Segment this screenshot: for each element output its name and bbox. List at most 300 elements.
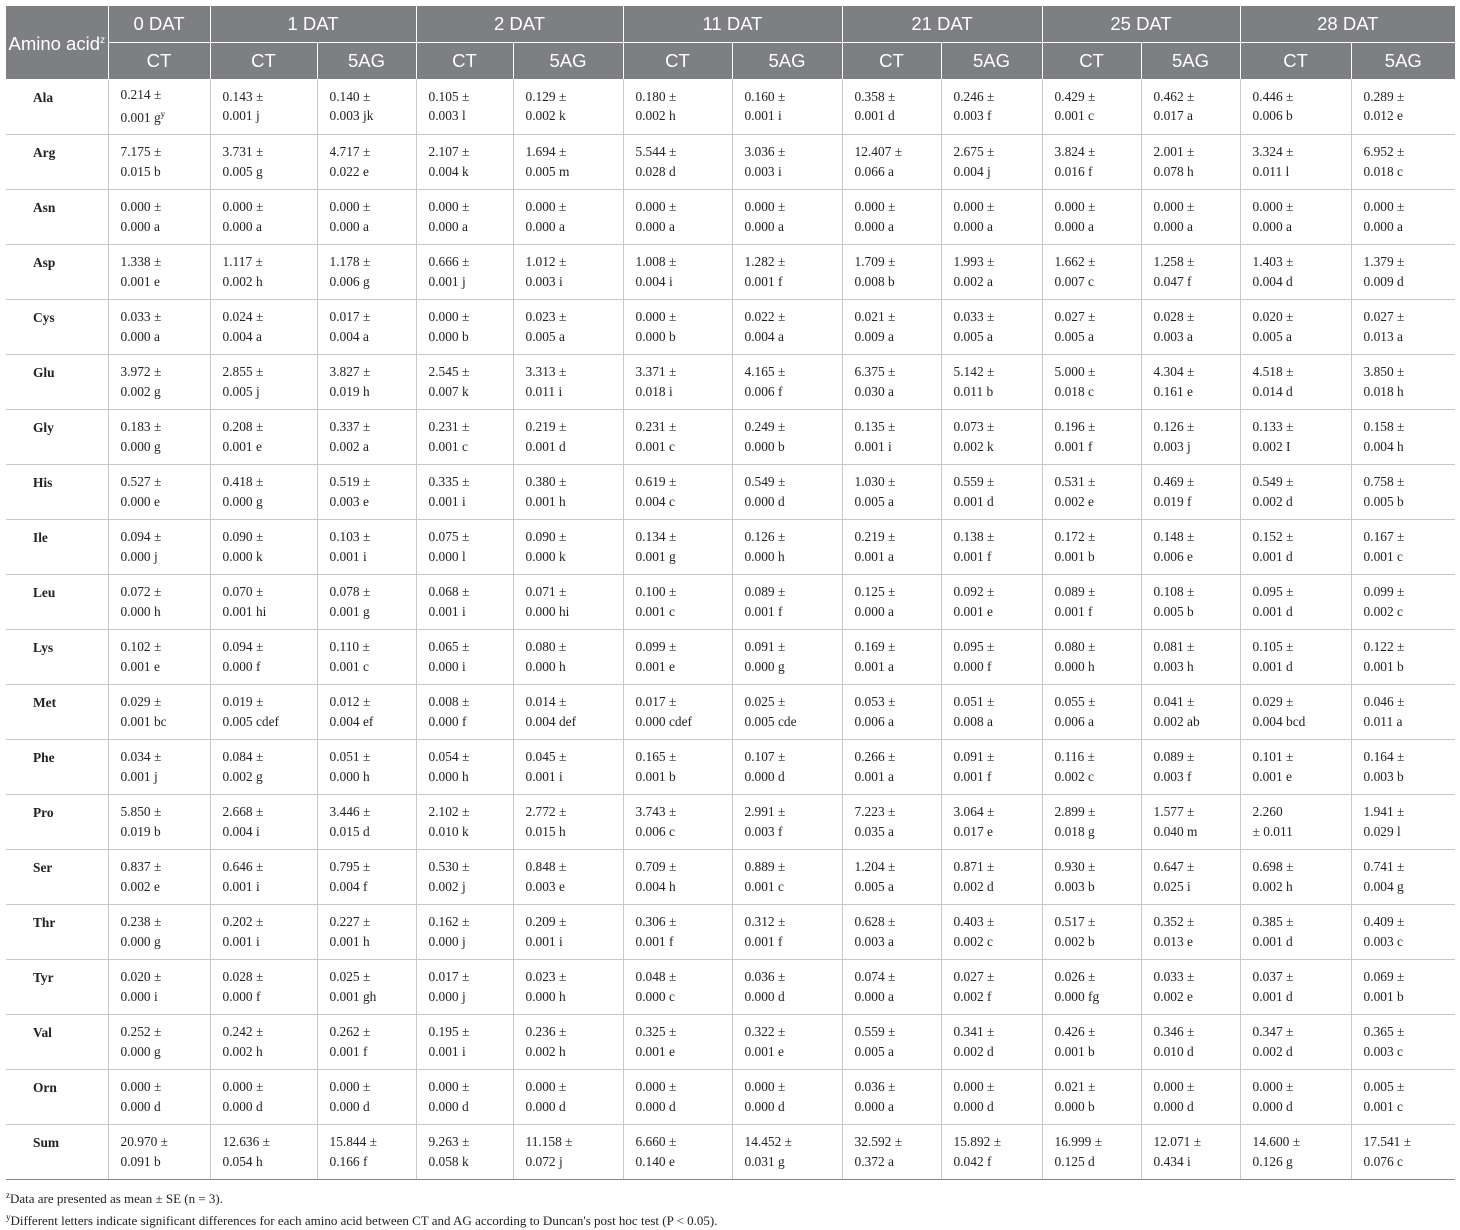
mean-value: 0.889 ± (744, 859, 786, 874)
table-row (6, 409, 1455, 464)
se-text: 0.000 a (854, 988, 894, 1004)
table-cell (842, 1014, 941, 1069)
se-and-group (223, 767, 317, 787)
table-cell (513, 904, 623, 959)
table-cell (623, 849, 732, 904)
se-text: 0.001 d (1252, 603, 1293, 619)
mean-value: 0.208 ± (222, 419, 264, 434)
se-and-group (1154, 657, 1240, 677)
table-cell (732, 1014, 842, 1069)
se-text: 0.004 a (329, 328, 369, 344)
se-text: 0.015 h (525, 823, 566, 839)
se-text: 0.007 k (428, 383, 469, 399)
se-text: 0.003 f (1153, 768, 1192, 784)
mean-value: 3.827 ± (329, 364, 371, 379)
se-and-group (330, 217, 416, 237)
se-and-group (121, 877, 210, 897)
table-cell (842, 409, 941, 464)
table-cell (210, 629, 317, 684)
se-text: 0.002 ab (1153, 713, 1200, 729)
table-cell (842, 574, 941, 629)
se-text: 0.166 f (329, 1153, 368, 1169)
table-cell (108, 519, 210, 574)
table-cell (941, 849, 1042, 904)
table-cell (1042, 519, 1141, 574)
table-cell (1240, 134, 1351, 189)
mean-value: 0.023 ± (525, 969, 567, 984)
table-cell (1351, 134, 1455, 189)
se-text: 0.004 h (1363, 438, 1404, 454)
se-text: 0.005 a (854, 1043, 894, 1059)
se-text: 0.000 d (953, 1098, 994, 1114)
se-text: 0.000 cdef (635, 713, 693, 729)
mean-value: 0.795 ± (329, 859, 371, 874)
table-cell (1141, 739, 1240, 794)
mean-value: 0.462 ± (1153, 88, 1195, 104)
mean-value: 0.000 ± (222, 199, 264, 214)
se-text: 0.001 b (1054, 548, 1095, 564)
se-and-group (954, 602, 1042, 622)
se-and-group (954, 1042, 1042, 1062)
mean-value: 0.246 ± (953, 88, 995, 104)
se-and-group (1253, 1097, 1351, 1117)
se-and-group (223, 822, 317, 842)
se-and-group (330, 1097, 416, 1117)
mean-value: 0.000 ± (428, 1079, 470, 1094)
se-and-group (745, 382, 842, 402)
mean-value: 0.026 ± (1054, 969, 1096, 984)
se-and-group (636, 1152, 732, 1172)
mean-value: 0.080 ± (1054, 639, 1096, 654)
mean-value: 0.051 ± (953, 694, 995, 709)
se-text: 0.029 l (1363, 823, 1401, 839)
se-and-group (1154, 327, 1240, 347)
se-text: 0.003 f (744, 823, 783, 839)
mean-value: 20.970 ± (120, 1134, 169, 1149)
mean-value: 0.036 ± (744, 969, 786, 984)
se-and-group (526, 382, 623, 402)
se-text: 0.008 a (953, 713, 993, 729)
se-text: 0.001 c (329, 658, 369, 674)
mean-value: 0.099 ± (1363, 584, 1405, 599)
se-text: 0.004 def (525, 713, 577, 729)
table-cell (210, 79, 317, 134)
se-text: 0.000 a (854, 603, 894, 619)
se-text: 0.000 d (635, 1098, 676, 1114)
se-and-group (526, 327, 623, 347)
se-text: 0.001 f (953, 768, 992, 784)
mean-value: 0.196 ± (1054, 419, 1096, 434)
se-text: 0.000 a (222, 218, 262, 234)
se-text: 0.002 e (120, 878, 160, 894)
se-and-group (636, 932, 732, 952)
mean-value: 0.028 ± (1153, 309, 1195, 324)
amino-acid-name: Phe (6, 739, 108, 794)
table-cell (513, 354, 623, 409)
se-text: 0.003 c (1363, 1043, 1403, 1059)
table-cell (1240, 849, 1351, 904)
table-cell (941, 299, 1042, 354)
table-cell (1240, 629, 1351, 684)
se-and-group (429, 657, 513, 677)
se-and-group (429, 877, 513, 897)
se-text: 0.028 d (635, 163, 676, 179)
table-cell (416, 189, 513, 244)
table-cell (623, 794, 732, 849)
table-cell (842, 849, 941, 904)
mean-value: 0.647 ± (1153, 859, 1195, 874)
se-and-group (636, 767, 732, 787)
mean-value: 0.000 ± (1153, 1079, 1195, 1094)
se-text: 0.001 d (854, 108, 895, 124)
table-cell (623, 1069, 732, 1124)
se-and-group (1154, 437, 1240, 457)
mean-value: 14.452 ± (744, 1134, 793, 1149)
se-text: 0.004 h (635, 878, 676, 894)
se-text: 0.000 d (428, 1098, 469, 1114)
mean-value: 0.094 ± (222, 639, 264, 654)
mean-value: 0.014 ± (525, 694, 567, 709)
table-row (6, 1069, 1455, 1124)
se-text: 0.005 a (1252, 328, 1292, 344)
se-and-group (1154, 1042, 1240, 1062)
mean-value: 3.446 ± (329, 804, 371, 819)
se-and-group (636, 382, 732, 402)
table-cell (842, 464, 941, 519)
se-text: 0.076 c (1363, 1153, 1403, 1169)
se-text: 0.000 j (428, 933, 466, 949)
table-cell (941, 629, 1042, 684)
table-cell (842, 519, 941, 574)
mean-value: 0.000 ± (744, 1079, 786, 1094)
se-and-group (330, 767, 416, 787)
se-and-group (1364, 877, 1456, 897)
mean-value: 0.089 ± (1054, 584, 1096, 599)
mean-value: 0.531 ± (1054, 474, 1096, 489)
table-cell (623, 299, 732, 354)
mean-value: 11.158 ± (525, 1134, 573, 1149)
mean-value: 3.743 ± (635, 804, 677, 819)
mean-value: 5.000 ± (1054, 364, 1096, 379)
mean-value: 0.033 ± (120, 309, 162, 324)
table-cell (842, 739, 941, 794)
se-and-group (1154, 767, 1240, 787)
se-and-group (121, 822, 210, 842)
se-and-group (1253, 162, 1351, 182)
se-and-group (745, 932, 842, 952)
se-and-group (330, 657, 416, 677)
table-cell (416, 1069, 513, 1124)
mean-value: 0.666 ± (428, 254, 470, 269)
table-cell (1240, 794, 1351, 849)
mean-value: 1.403 ± (1252, 254, 1294, 269)
mean-value: 1.117 ± (222, 254, 263, 269)
se-text: 0.006 b (1252, 108, 1293, 124)
mean-value: 0.094 ± (120, 529, 162, 544)
mean-value: 0.092 ± (953, 584, 995, 599)
se-text: 0.005 m (525, 163, 570, 179)
table-cell (210, 959, 317, 1014)
se-and-group (121, 217, 210, 237)
table-cell (1141, 79, 1240, 134)
se-and-group (223, 1152, 317, 1172)
table-cell (416, 629, 513, 684)
se-text: 0.001 c (635, 438, 675, 454)
se-and-group (526, 437, 623, 457)
se-text: 0.001 i (854, 438, 892, 454)
se-text: 0.001 i (329, 548, 367, 564)
se-and-group (636, 217, 732, 237)
mean-value: 5.142 ± (953, 364, 995, 379)
se-and-group (1364, 767, 1456, 787)
mean-value: 0.160 ± (744, 88, 786, 104)
mean-value: 15.844 ± (329, 1134, 378, 1149)
se-text: 0.001 hi (222, 603, 267, 619)
se-and-group (429, 1097, 513, 1117)
se-text: 0.000 h (1054, 658, 1095, 674)
table-cell (1141, 849, 1240, 904)
se-text: 0.000 d (120, 1098, 161, 1114)
table-cell (210, 849, 317, 904)
mean-value: 0.000 ± (1252, 1079, 1294, 1094)
se-text: 0.000 a (635, 218, 675, 234)
table-cell (941, 1014, 1042, 1069)
table-cell (623, 739, 732, 794)
se-text: 0.004 i (222, 823, 260, 839)
mean-value: 1.008 ± (635, 254, 677, 269)
se-text: 0.005 b (1153, 603, 1194, 619)
table-cell (108, 794, 210, 849)
mean-value: 0.045 ± (525, 749, 567, 764)
table-cell (1240, 189, 1351, 244)
se-text: 0.000 a (1363, 218, 1403, 234)
table-cell (317, 739, 416, 794)
mean-value: 0.027 ± (953, 969, 995, 984)
se-text: 0.004 f (329, 878, 368, 894)
table-cell (1141, 1014, 1240, 1069)
mean-value: 0.080 ± (525, 639, 567, 654)
table-cell (941, 464, 1042, 519)
mean-value: 0.231 ± (428, 419, 470, 434)
table-cell (1351, 299, 1455, 354)
se-and-group (954, 877, 1042, 897)
table-cell (108, 409, 210, 464)
treatment-header: CT (1042, 43, 1141, 80)
se-and-group (745, 492, 842, 512)
mean-value: 0.262 ± (329, 1024, 371, 1039)
se-and-group (1364, 987, 1456, 1007)
mean-value: 0.072 ± (120, 584, 162, 599)
mean-value: 3.371 ± (635, 364, 677, 379)
table-cell (623, 189, 732, 244)
mean-value: 0.025 ± (329, 969, 371, 984)
mean-value: 0.005 ± (1363, 1079, 1405, 1094)
se-text: 0.002 d (953, 878, 994, 894)
se-text: 0.001 c (1363, 548, 1403, 564)
se-and-group (745, 657, 842, 677)
mean-value: 0.214 ± (120, 87, 162, 103)
mean-value: 0.000 ± (635, 1079, 677, 1094)
table-cell (842, 1069, 941, 1124)
mean-value: 2.899 ± (1054, 804, 1096, 819)
se-text: 0.001 e (635, 1043, 675, 1059)
table-cell (1351, 684, 1455, 739)
se-and-group (429, 327, 513, 347)
table-cell (1351, 1069, 1455, 1124)
se-and-group (223, 877, 317, 897)
amino-acid-name: Asn (6, 189, 108, 244)
se-text: 0.001 f (744, 273, 783, 289)
mean-value: 0.164 ± (1363, 749, 1405, 764)
se-text: 0.007 c (1054, 273, 1094, 289)
treatment-header: 5AG (941, 43, 1042, 80)
se-and-group (121, 105, 210, 128)
table-cell (623, 904, 732, 959)
se-and-group (954, 492, 1042, 512)
mean-value: 0.000 ± (120, 1079, 162, 1094)
treatment-header: 5AG (1351, 43, 1455, 80)
table-cell (732, 189, 842, 244)
table-cell (1042, 629, 1141, 684)
se-and-group (855, 1152, 941, 1172)
footnote (6, 1208, 1455, 1230)
table-cell (1351, 464, 1455, 519)
mean-value: 0.051 ± (329, 749, 371, 764)
se-and-group (429, 822, 513, 842)
se-text: 0.000 h (744, 548, 785, 564)
mean-value: 0.148 ± (1153, 529, 1195, 544)
mean-value: 0.165 ± (635, 749, 677, 764)
mean-value: 0.469 ± (1153, 474, 1195, 489)
table-cell (513, 959, 623, 1014)
se-text: 0.009 d (1363, 273, 1404, 289)
table-cell (1042, 794, 1141, 849)
se-and-group (330, 1152, 416, 1172)
se-and-group (1253, 987, 1351, 1007)
se-and-group (636, 492, 732, 512)
table-cell (416, 409, 513, 464)
se-text: 0.000 d (525, 1098, 566, 1114)
se-text: 0.000 b (744, 438, 785, 454)
table-cell (108, 464, 210, 519)
se-and-group (223, 217, 317, 237)
table-cell (941, 959, 1042, 1014)
se-and-group (1364, 547, 1456, 567)
table-row (6, 959, 1455, 1014)
se-text: 0.001 c (1054, 108, 1094, 124)
se-and-group (330, 602, 416, 622)
mean-value: 0.017 ± (635, 694, 677, 709)
table-row (6, 299, 1455, 354)
se-text: 0.000 a (120, 328, 160, 344)
se-and-group (1055, 602, 1141, 622)
se-and-group (1154, 877, 1240, 897)
mean-value: 1.282 ± (744, 254, 786, 269)
table-cell (317, 1069, 416, 1124)
se-and-group (1055, 382, 1141, 402)
se-and-group (121, 932, 210, 952)
se-and-group (429, 162, 513, 182)
se-text: 0.001 j (222, 108, 260, 124)
mean-value: 0.000 ± (744, 199, 786, 214)
se-and-group (1154, 547, 1240, 567)
table-cell (1042, 1069, 1141, 1124)
table-cell (732, 409, 842, 464)
mean-value: 0.000 ± (329, 1079, 371, 1094)
mean-value: 3.824 ± (1054, 144, 1096, 159)
se-and-group (1253, 712, 1351, 732)
se-and-group (954, 272, 1042, 292)
table-cell (842, 354, 941, 409)
mean-value: 0.017 ± (428, 969, 470, 984)
se-text: 0.001 d (1252, 933, 1293, 949)
mean-value: 0.380 ± (525, 474, 567, 489)
se-text: 0.000 d (1252, 1098, 1293, 1114)
mean-value: 0.100 ± (635, 584, 677, 599)
se-text: 0.001 a (854, 548, 894, 564)
se-text: 0.006 f (744, 383, 783, 399)
mean-value: 0.646 ± (222, 859, 264, 874)
mean-value: 0.322 ± (744, 1024, 786, 1039)
se-text: 0.001 g (329, 603, 370, 619)
mean-value: 0.236 ± (525, 1024, 567, 1039)
se-and-group (223, 602, 317, 622)
table-cell (1042, 574, 1141, 629)
amino-acid-name: Orn (6, 1069, 108, 1124)
mean-value: 0.138 ± (953, 529, 995, 544)
se-text: 0.001 d (1252, 988, 1293, 1004)
treatment-header: 5AG (513, 43, 623, 80)
se-text: 0.022 e (329, 163, 369, 179)
se-and-group (855, 767, 941, 787)
mean-value: 0.000 ± (854, 199, 896, 214)
se-text: 0.002 e (1153, 988, 1193, 1004)
se-and-group (1253, 382, 1351, 402)
mean-value: 0.000 ± (1252, 199, 1294, 214)
se-text: 0.006 e (1153, 548, 1193, 564)
se-text: 0.003 b (1363, 768, 1404, 784)
table-cell (1042, 684, 1141, 739)
se-text: 0.002 h (222, 273, 263, 289)
se-text: 0.000 a (525, 218, 565, 234)
table-cell (732, 464, 842, 519)
mean-value: 0.549 ± (1252, 474, 1294, 489)
se-text: 0.047 f (1153, 273, 1192, 289)
mean-value: 0.084 ± (222, 749, 264, 764)
mean-value: 0.312 ± (744, 914, 786, 929)
se-and-group (121, 767, 210, 787)
table-cell (317, 189, 416, 244)
table-cell (1141, 409, 1240, 464)
se-text: 0.014 d (1252, 383, 1293, 399)
table-cell (1240, 1014, 1351, 1069)
se-and-group (745, 987, 842, 1007)
table-cell (513, 134, 623, 189)
mean-value: 1.941 ± (1363, 804, 1405, 819)
table-cell (513, 849, 623, 904)
table-cell (317, 354, 416, 409)
mean-value: 0.227 ± (329, 914, 371, 929)
se-and-group (223, 712, 317, 732)
se-and-group (954, 106, 1042, 126)
mean-value: 0.074 ± (854, 969, 896, 984)
mean-value: 0.000 ± (120, 199, 162, 214)
se-and-group (954, 822, 1042, 842)
table-cell (317, 1014, 416, 1069)
se-and-group (855, 712, 941, 732)
se-text: 0.004 g (1363, 878, 1404, 894)
mean-value: 0.000 ± (953, 1079, 995, 1094)
